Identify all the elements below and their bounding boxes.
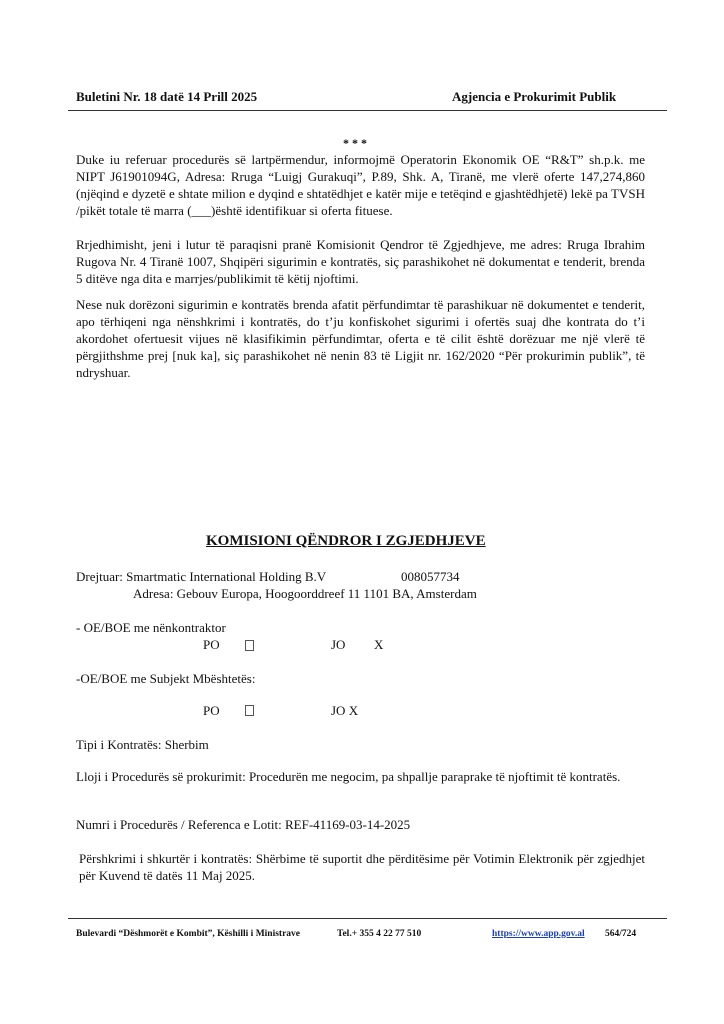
contract-type: Tipi i Kontratës: Sherbim [76, 737, 209, 752]
company-code: 008057734 [401, 569, 460, 584]
paragraph-winner [76, 151, 645, 219]
header-rule [68, 110, 667, 111]
commission-title: KOMISIONI QËNDROR I ZGJEDHJEVE [206, 533, 486, 549]
agency-name: Agjencia e Prokurimit Publik [452, 89, 617, 104]
page-number: 564/724 [605, 929, 637, 939]
support-entity-label: -OE/BOE me Subjekt Mbështetës: [76, 671, 256, 686]
paragraph-guarantee: Rrjedhimisht, jeni i lutur të paraqisni pranë Komisionit Qendror të Zgjedhjeve, me adres: Rruga Ibrahim Rugova Nr. 4 Tiranë 1007, Shqipëri sigurimin e kontratës, siç parashikohet në dokumentat e tenderit, brenda 5 ditëve nga dita e marrjes/publikimit të këtij njoftimi. [76, 237, 645, 286]
subcontractor-jo: JO [331, 637, 346, 652]
bulletin-number: Buletini Nr. 18 datë 14 Prill 2025 [76, 89, 258, 104]
support-jo: JO X [331, 703, 359, 718]
footer-address: Bulevardi “Dëshmorët e Kombit”, Këshilli i Ministrave [76, 929, 301, 939]
procedure-type: Lloji i Procedurës së prokurimit: Procedurën me negocim, pa shpallje paraprake të njoftimit të kontratës. [76, 769, 621, 784]
support-po: PO [203, 703, 220, 718]
subcontractor-label: - OE/BOE me nënkontraktor [76, 620, 226, 635]
subcontractor-po-checkbox [245, 640, 254, 651]
paragraph-winner-text: Duke iu referuar procedurës së lartpërmendur, informojmë Operatorin Ekonomik OE “R&T” sh.p.k. me NIPT J61901094G, Adresa: Rruga “Luigj Gurakuqi”, P.89, Shk. A, Tiranë, me vlerë oferte 147,274,860 (njëqind e dyzetë e shtate milion e dyqind e shtatëdhjet e katër mije e tetëqind e gjashtëdhjetë) lekë pa TVSH /pikët totale të marra [76, 152, 645, 218]
directed-to: Drejtuar: Smartmatic International Holding B.V [76, 569, 327, 584]
company-address: Adresa: Gebouv Europa, Hoogoorddreef 11 1101 BA, Amsterdam [133, 586, 477, 601]
footer-website-link[interactable]: https://www.app.gov.al [492, 929, 585, 939]
subcontractor-po: PO [203, 637, 220, 652]
procedure-number: Numri i Procedurës / Referenca e Lotit: REF-41169-03-14-2025 [76, 817, 411, 832]
contract-description: Përshkrimi i shkurtër i kontratës: Shërbime të suportit dhe përditësime për Votimin Elektronik për zgjedhjet për Kuvend të datës 11 Maj 2025. [79, 851, 645, 883]
subcontractor-jo-mark: X [374, 637, 384, 652]
footer-rule [68, 918, 667, 919]
footer-phone: Tel.+ 355 4 22 77 510 [337, 929, 422, 939]
paragraph-penalty: Nese nuk dorëzoni sigurimin e kontratës brenda afatit përfundimtar të parashikuar në dokumentet e tenderit, apo tërhiqeni nga nënshkrimi i kontratës, do t’ju konfiskohet sigurimi i ofertës suaj dhe kontrata do t’i akordohet ofertuesit vijues në klasifikimin përfundimtar, oferta e të cilit është dorëzuar me një vlerë të përgjithshme prej [nuk ka], siç parashikohet në nenin 83 të Ligjit nr. 162/2020 “Për prokurimin publik”, të ndryshuar. [76, 297, 645, 380]
points-blank: (___) [187, 203, 216, 218]
support-po-checkbox [245, 705, 254, 716]
separator-stars: * * * [343, 136, 367, 150]
paragraph-winner-end: është identifikuar si oferta fituese. [215, 203, 393, 218]
